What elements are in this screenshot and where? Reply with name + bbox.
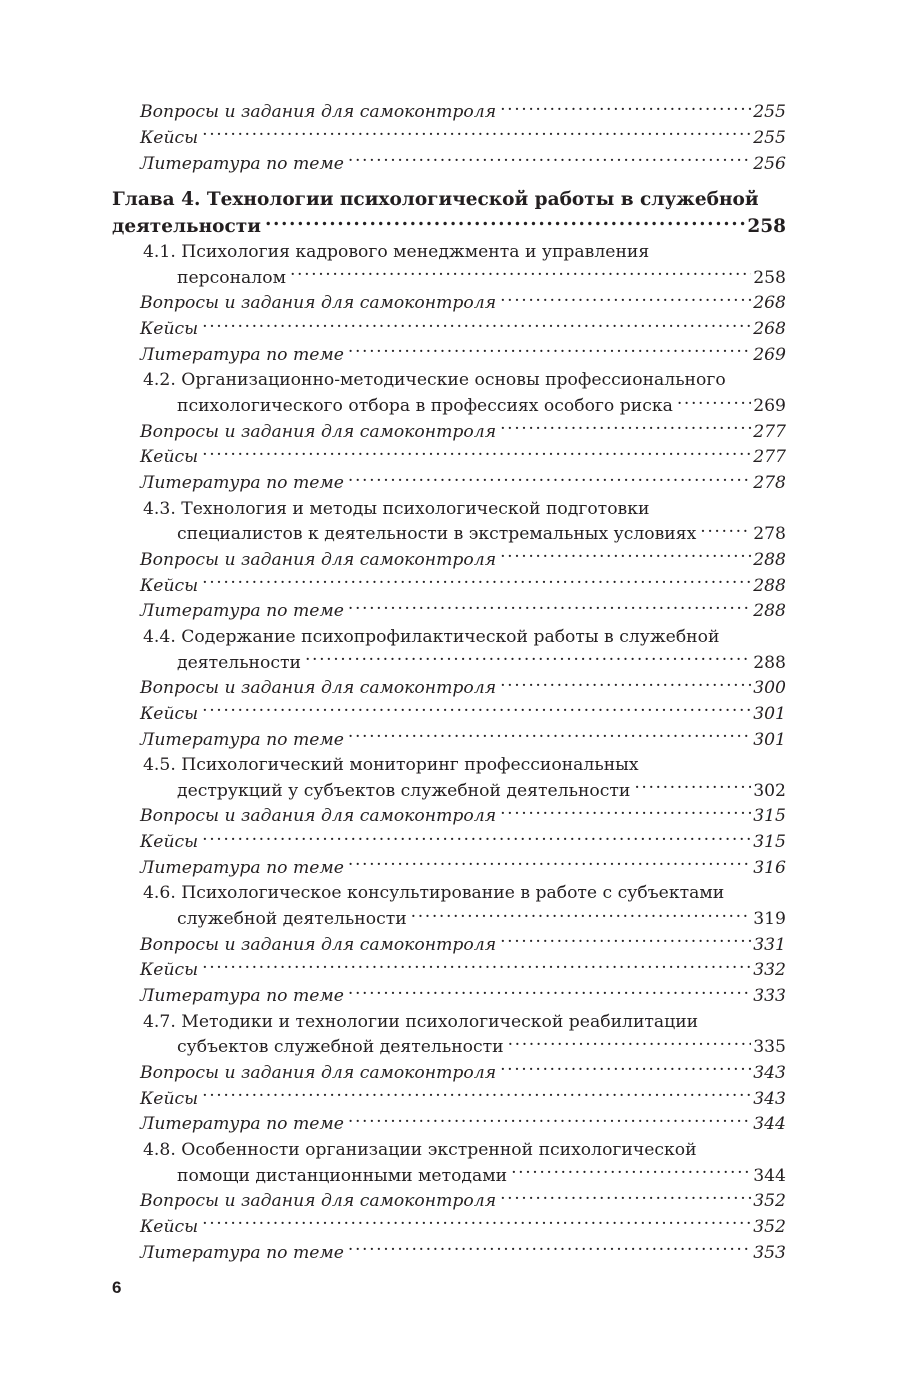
toc-entry[interactable] <box>140 100 786 126</box>
dot-leader <box>500 676 751 693</box>
toc-subentry-page: 316 <box>753 857 786 878</box>
toc-section <box>140 240 786 368</box>
dot-leader <box>700 522 751 539</box>
toc-subentry[interactable] <box>140 933 786 959</box>
toc-subentry[interactable] <box>140 984 786 1010</box>
section-title-line2-row[interactable] <box>140 1035 786 1061</box>
toc-subentry-title: Вопросы и задания для самоконтроля <box>140 1062 497 1083</box>
toc-section <box>140 1010 786 1138</box>
toc-subentry-page: 353 <box>753 1242 786 1263</box>
toc-subentry-title: Кейсы <box>140 960 199 981</box>
toc-subentry-title: Литература по теме <box>140 344 344 365</box>
section-title-line2: деструкций у субъектов служебной деятельности <box>177 780 631 801</box>
toc-subentry[interactable] <box>140 804 786 830</box>
toc-subentry-title: Вопросы и задания для самоконтроля <box>140 806 497 827</box>
dot-leader <box>202 830 751 847</box>
section-title-line2-row[interactable] <box>140 650 786 676</box>
toc-subentry[interactable] <box>140 830 786 856</box>
toc-subentry-page: 343 <box>753 1062 786 1083</box>
toc-subentry-page: 288 <box>753 549 786 570</box>
toc-subentry-title: Вопросы и задания для самоконтроля <box>140 421 497 442</box>
section-title-line1[interactable]: 4.4. Содержание психопрофилактической работы в служебной <box>143 626 720 647</box>
toc-subentry-title: Вопросы и задания для самоконтроля <box>140 934 497 955</box>
section-title-line2-row[interactable] <box>140 522 786 548</box>
toc-subentry-title: Литература по теме <box>140 729 344 750</box>
toc-subentry-page: 269 <box>753 344 786 365</box>
section-title-line2-row[interactable] <box>140 907 786 933</box>
dot-leader <box>348 151 751 168</box>
dot-leader <box>500 100 751 117</box>
chapter-page: 258 <box>747 216 786 238</box>
toc-subentry-title: Кейсы <box>140 1216 199 1237</box>
section-title-line2-row[interactable] <box>140 266 786 292</box>
dot-leader <box>202 317 751 334</box>
dot-leader <box>265 214 745 233</box>
dot-leader <box>500 420 751 437</box>
dot-leader <box>348 727 751 744</box>
section-page: 335 <box>753 1037 786 1058</box>
toc-subentry[interactable] <box>140 676 786 702</box>
toc-subentry[interactable] <box>140 317 786 343</box>
toc-subentry-title: Кейсы <box>140 447 199 468</box>
toc-entry[interactable] <box>140 126 786 152</box>
toc-subentry-title: Литература по теме <box>140 986 344 1007</box>
chapter-title-line2: деятельности <box>112 216 261 238</box>
dot-leader <box>634 779 751 796</box>
toc-subentry-page: 268 <box>753 319 786 340</box>
toc-subentry-page: 268 <box>753 293 786 314</box>
dot-leader <box>202 702 751 719</box>
toc-subentry-title: Литература по теме <box>140 857 344 878</box>
dot-leader <box>348 599 751 616</box>
toc-section <box>140 753 786 881</box>
section-title-line2: персоналом <box>177 267 286 288</box>
toc-entry-page: 256 <box>753 153 786 174</box>
toc-subentry[interactable] <box>140 445 786 471</box>
toc-subentry-title: Кейсы <box>140 319 199 340</box>
toc-subentry-page: 333 <box>753 986 786 1007</box>
dot-leader <box>202 958 751 975</box>
dot-leader <box>511 1163 751 1180</box>
toc-subentry-title: Вопросы и задания для самоконтроля <box>140 678 497 699</box>
dot-leader <box>202 126 751 143</box>
toc-subentry[interactable] <box>140 1112 786 1138</box>
toc-subentry[interactable] <box>140 599 786 625</box>
toc-entry-page: 255 <box>753 102 786 123</box>
toc-subentry-title: Литература по теме <box>140 1114 344 1135</box>
dot-leader <box>348 856 751 873</box>
table-of-contents <box>112 100 786 1266</box>
section-title-line1[interactable]: 4.1. Психология кадрового менеджмента и управления <box>143 242 650 263</box>
toc-subentry[interactable] <box>140 1240 786 1266</box>
page-number: 6 <box>112 1278 122 1297</box>
section-title-line2: субъектов служебной деятельности <box>177 1037 504 1058</box>
section-page: 278 <box>753 524 786 545</box>
section-title-line2-row[interactable] <box>140 779 786 805</box>
toc-subentry-page: 301 <box>753 703 786 724</box>
toc-entry-title: Кейсы <box>140 127 199 148</box>
toc-section <box>140 497 786 625</box>
dot-leader <box>348 343 751 360</box>
toc-subentry-title: Литература по теме <box>140 601 344 622</box>
toc-subentry[interactable] <box>140 548 786 574</box>
toc-subentry[interactable] <box>140 420 786 446</box>
section-title-line1[interactable]: 4.2. Организационно-методические основы профессионального <box>143 370 726 391</box>
dot-leader <box>202 445 751 462</box>
toc-subentry-title: Вопросы и задания для самоконтроля <box>140 1191 497 1212</box>
section-title-line2: специалистов к деятельности в экстремальных условиях <box>177 524 697 545</box>
section-page: 269 <box>753 396 786 416</box>
toc-subentry[interactable] <box>140 727 786 753</box>
toc-entry[interactable] <box>140 151 786 177</box>
toc-section <box>140 625 786 753</box>
top-entries <box>140 100 786 177</box>
toc-subentry-page: 344 <box>753 1114 786 1135</box>
section-title-line1[interactable]: 4.3. Технология и методы психологической подготовки <box>143 498 650 519</box>
toc-subentry-title: Вопросы и задания для самоконтроля <box>140 293 497 314</box>
dot-leader <box>500 1189 751 1206</box>
section-page: 288 <box>753 652 786 673</box>
dot-leader <box>202 1086 751 1103</box>
section-list <box>140 240 786 1266</box>
toc-subentry-title: Вопросы и задания для самоконтроля <box>140 549 497 570</box>
section-title-line1[interactable]: 4.6. Психологическое консультирование в работе с субъектами <box>143 883 725 904</box>
toc-subentry-page: 315 <box>753 806 786 827</box>
toc-subentry[interactable] <box>140 1215 786 1241</box>
toc-subentry-page: 343 <box>753 1088 786 1109</box>
dot-leader <box>290 266 751 283</box>
dot-leader <box>677 394 751 411</box>
dot-leader <box>348 1112 751 1129</box>
toc-subentry-page: 277 <box>753 421 786 442</box>
toc-subentry-page: 331 <box>753 934 786 955</box>
toc-subentry-page: 277 <box>753 447 786 468</box>
toc-subentry-page: 352 <box>753 1191 786 1212</box>
toc-section <box>140 368 786 496</box>
toc-subentry-title: Литература по теме <box>140 1242 344 1263</box>
toc-subentry[interactable] <box>140 343 786 369</box>
toc-subentry[interactable] <box>140 1189 786 1215</box>
dot-leader <box>202 573 751 590</box>
toc-subentry-page: 288 <box>753 575 786 596</box>
toc-subentry-page: 278 <box>753 473 786 494</box>
toc-subentry-page: 352 <box>753 1216 786 1237</box>
section-title-line1[interactable]: 4.7. Методики и технологии психологической реабилитации <box>143 1011 699 1032</box>
toc-subentry[interactable] <box>140 291 786 317</box>
dot-leader <box>348 1240 751 1257</box>
section-title-line1[interactable]: 4.8. Особенности организации экстренной психологической <box>143 1139 697 1160</box>
dot-leader <box>500 291 751 308</box>
toc-subentry[interactable] <box>140 856 786 882</box>
toc-subentry[interactable] <box>140 573 786 599</box>
dot-leader <box>202 1215 751 1232</box>
toc-section <box>140 1138 786 1266</box>
toc-subentry[interactable] <box>140 958 786 984</box>
dot-leader <box>305 650 751 667</box>
toc-subentry-page: 315 <box>753 832 786 853</box>
section-title-line1[interactable]: 4.5. Психологический мониторинг профессиональных <box>143 755 639 776</box>
dot-leader <box>348 984 751 1001</box>
toc-subentry[interactable] <box>140 1086 786 1112</box>
toc-subentry[interactable] <box>140 702 786 728</box>
section-title-line2-row[interactable] <box>140 1163 786 1189</box>
toc-subentry-page: 332 <box>753 960 786 981</box>
dot-leader <box>500 548 751 565</box>
toc-subentry-title: Кейсы <box>140 575 199 596</box>
toc-subentry-page: 301 <box>753 729 786 750</box>
toc-subentry-title: Кейсы <box>140 832 199 853</box>
section-title-line2-row[interactable] <box>140 394 786 420</box>
section-title-line2: деятельности <box>177 652 301 673</box>
toc-entry-page: 255 <box>753 127 786 148</box>
dot-leader <box>508 1035 752 1052</box>
chapter-title-line1: Глава 4. Технологии психологической работы в служебной <box>112 189 759 211</box>
section-page: 319 <box>753 909 786 929</box>
section-page: 258 <box>753 267 786 288</box>
section-page: 344 <box>753 1165 786 1186</box>
toc-subentry-page: 300 <box>753 678 786 699</box>
section-title-line2: служебной деятельности <box>177 909 407 929</box>
dot-leader <box>348 471 751 488</box>
toc-subentry[interactable] <box>140 471 786 497</box>
dot-leader <box>500 933 751 950</box>
toc-subentry-page: 288 <box>753 601 786 622</box>
toc-section <box>140 881 786 1009</box>
toc-entry-title: Вопросы и задания для самоконтроля <box>140 102 497 123</box>
dot-leader <box>500 804 751 821</box>
dot-leader <box>411 907 752 924</box>
toc-subentry[interactable] <box>140 1061 786 1087</box>
section-title-line2: помощи дистанционными методами <box>177 1165 508 1186</box>
section-page: 302 <box>753 780 786 801</box>
toc-subentry-title: Кейсы <box>140 703 199 724</box>
chapter-heading[interactable] <box>112 186 786 240</box>
toc-entry-title: Литература по теме <box>140 153 344 174</box>
toc-subentry-title: Кейсы <box>140 1088 199 1109</box>
section-title-line2: психологического отбора в профессиях особого риска <box>177 396 673 416</box>
toc-subentry-title: Литература по теме <box>140 473 344 494</box>
dot-leader <box>500 1061 751 1078</box>
